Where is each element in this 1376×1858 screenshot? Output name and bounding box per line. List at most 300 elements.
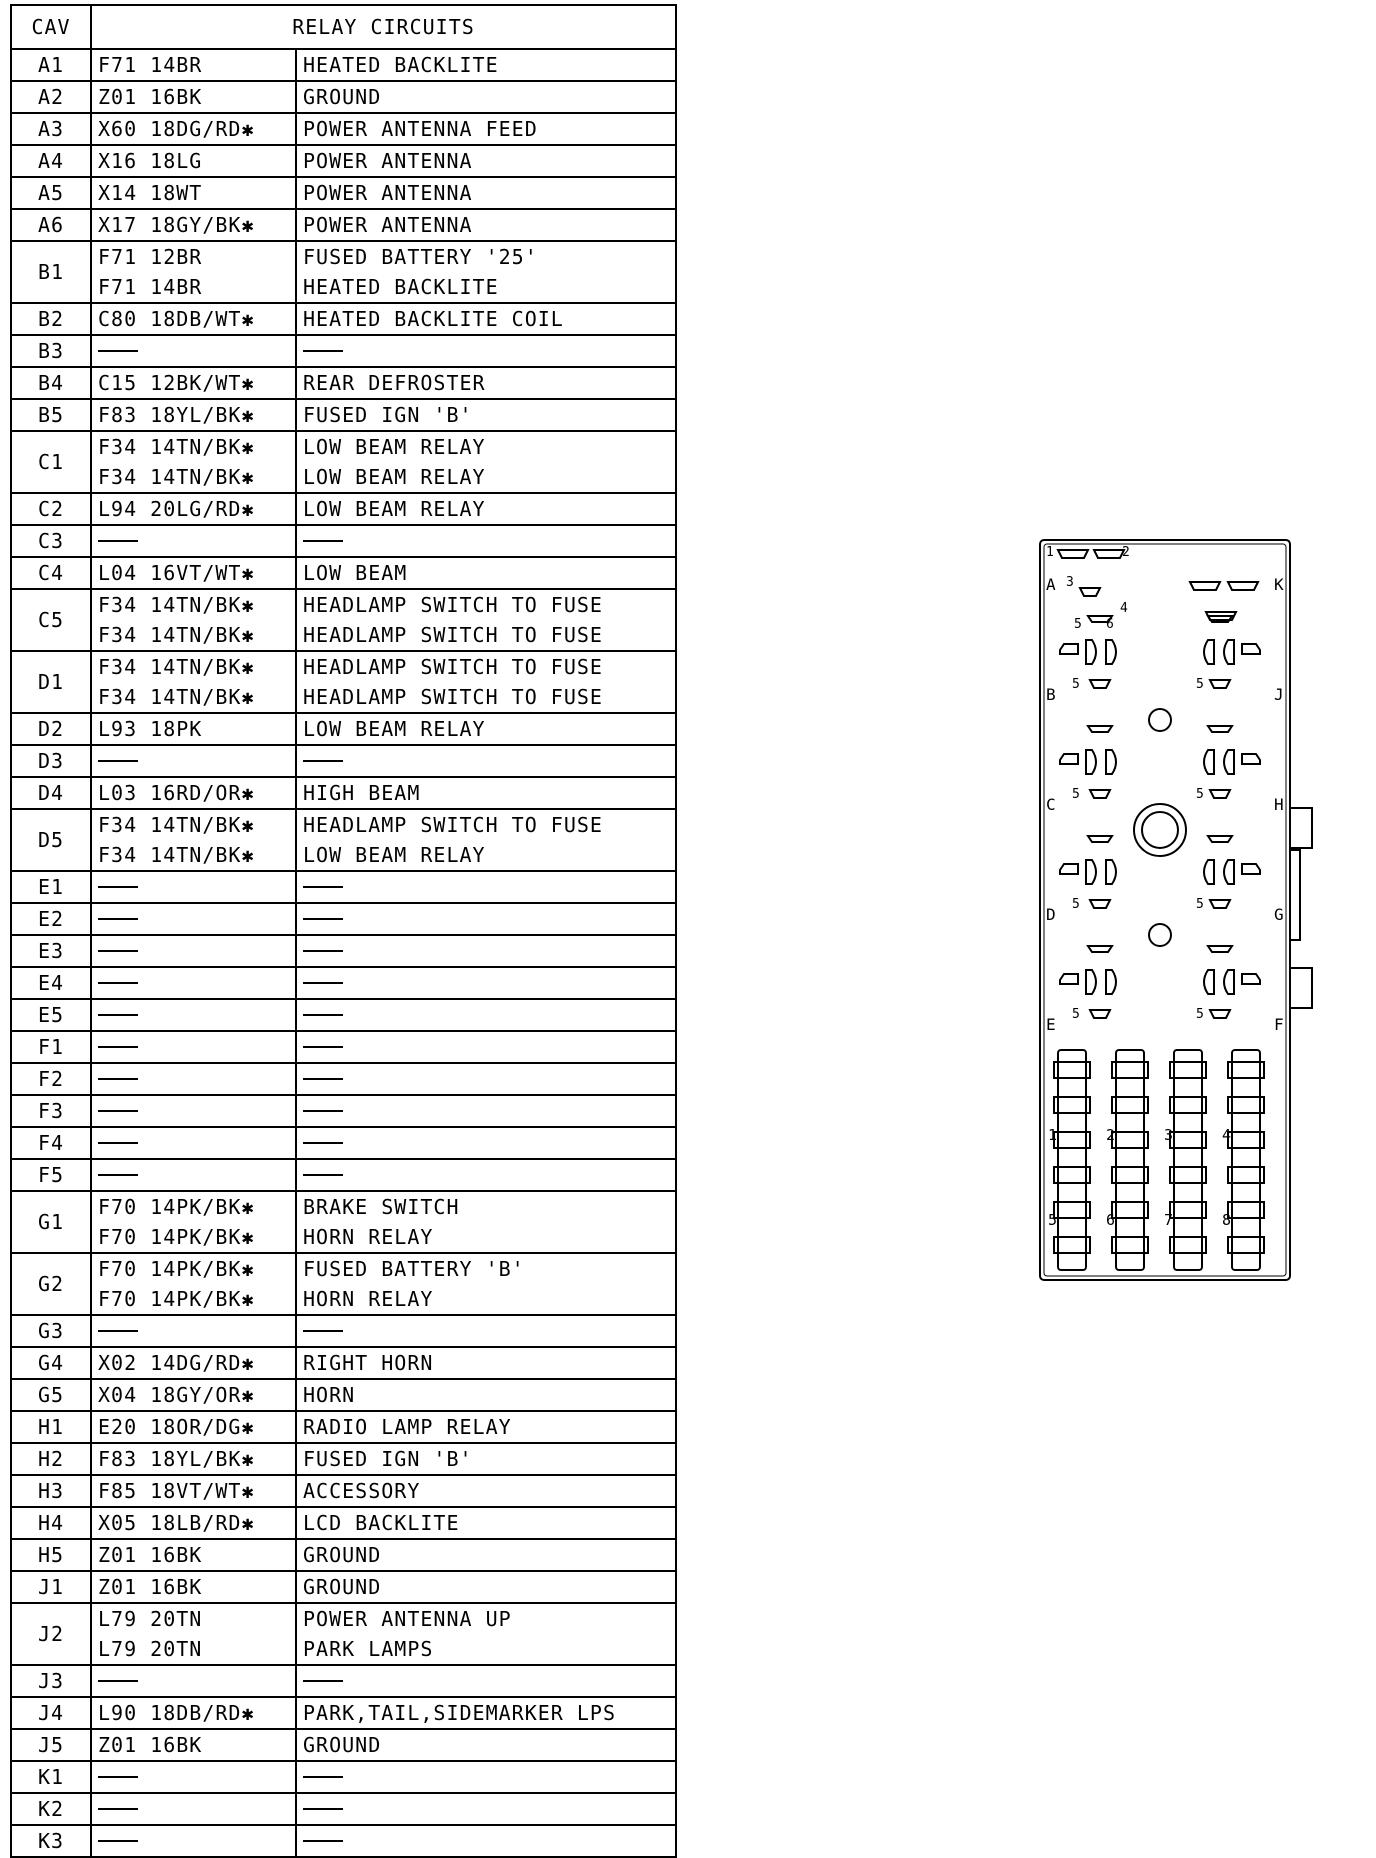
- wire-cell: [91, 1539, 296, 1571]
- cav-cell: J4: [11, 1697, 91, 1729]
- dash-mark: [98, 1174, 138, 1176]
- circuit-cell: [296, 335, 676, 367]
- empty-dash: [303, 1666, 669, 1696]
- circuit-cell: [296, 431, 676, 493]
- circuit-name: LOW BEAM: [303, 561, 408, 585]
- dash-mark: [303, 982, 343, 984]
- circuit-name: GROUND: [303, 1575, 382, 1599]
- wire-cell: [91, 1063, 296, 1095]
- row-letter-right: H: [1274, 795, 1284, 814]
- table-row: [11, 935, 676, 967]
- wire-code: L79 20TN: [98, 1607, 203, 1631]
- relay-pin-number: 5: [1196, 897, 1204, 912]
- circuit-cell: [296, 525, 676, 557]
- wire-cell: [91, 713, 296, 745]
- cav-header: CAV: [11, 5, 91, 49]
- cav-cell: K1: [11, 1761, 91, 1793]
- relay-socket: [1204, 946, 1260, 1018]
- wire-code: F83 18YL/BK✱: [98, 403, 255, 427]
- wire-cell: [91, 935, 296, 967]
- cav-cell: D4: [11, 777, 91, 809]
- cav-cell: J5: [11, 1729, 91, 1761]
- table-row: [11, 809, 676, 871]
- circuit-cell: [296, 745, 676, 777]
- wire-cell: [91, 113, 296, 145]
- dash-mark: [303, 1808, 343, 1810]
- circuit-name: LCD BACKLITE: [303, 1511, 460, 1535]
- wire-cell: [91, 777, 296, 809]
- empty-dash: [303, 746, 669, 776]
- empty-dash: [98, 1128, 289, 1158]
- table-row: [11, 1793, 676, 1825]
- cav-cell: J3: [11, 1665, 91, 1697]
- row-letter-right: F: [1274, 1015, 1284, 1034]
- terminal-slot: [1086, 640, 1096, 664]
- cav-cell: A6: [11, 209, 91, 241]
- connector-diagram: [1030, 530, 1320, 1290]
- empty-dash: [98, 936, 289, 966]
- circuit-cell: [296, 1315, 676, 1347]
- wire-cell: [91, 1603, 296, 1665]
- cav-cell: D5: [11, 809, 91, 871]
- terminal-slot: [1088, 726, 1112, 732]
- table-row: [11, 1603, 676, 1665]
- cav-cell: B2: [11, 303, 91, 335]
- table-row: [11, 49, 676, 81]
- wire-code: F83 18YL/BK✱: [98, 1447, 255, 1471]
- cav-cell: H3: [11, 1475, 91, 1507]
- dash-mark: [98, 1110, 138, 1112]
- circuit-cell: [296, 1031, 676, 1063]
- relay-pin-number: 5: [1072, 677, 1080, 692]
- cav-cell: A2: [11, 81, 91, 113]
- terminal-slot: [1106, 640, 1116, 664]
- cav-cell: C4: [11, 557, 91, 589]
- wire-cell: [91, 1411, 296, 1443]
- terminal-slot: [1190, 582, 1220, 590]
- terminal-slot: [1224, 750, 1234, 774]
- wire-code: X05 18LB/RD✱: [98, 1511, 255, 1535]
- dash-mark: [303, 1680, 343, 1682]
- circuit-name: REAR DEFROSTER: [303, 371, 486, 395]
- circuit-name: HEATED BACKLITE: [303, 275, 499, 299]
- circuit-name: RIGHT HORN: [303, 1351, 434, 1375]
- wire-code: Z01 16BK: [98, 85, 203, 109]
- terminal-slot: [1210, 790, 1230, 798]
- wire-cell: [91, 1475, 296, 1507]
- wire-code: L93 18PK: [98, 717, 203, 741]
- circuit-cell: [296, 809, 676, 871]
- wire-code: F34 14TN/BK✱: [98, 623, 255, 647]
- circuit-cell: [296, 303, 676, 335]
- dash-mark: [98, 982, 138, 984]
- wire-cell: [91, 525, 296, 557]
- wire-cell: [91, 1825, 296, 1857]
- empty-dash: [303, 1096, 669, 1126]
- relay-pin-number: 5: [1196, 677, 1204, 692]
- terminal-slot: [1210, 900, 1230, 908]
- fuse-clip: [1228, 1167, 1264, 1183]
- wire-cell: [91, 1571, 296, 1603]
- table-row: [11, 493, 676, 525]
- circuit-name: GROUND: [303, 1733, 382, 1757]
- dash-mark: [303, 1840, 343, 1842]
- cav-cell: A5: [11, 177, 91, 209]
- terminal-slot: [1204, 750, 1214, 774]
- cav-cell: F3: [11, 1095, 91, 1127]
- dash-mark: [98, 886, 138, 888]
- table-row: [11, 525, 676, 557]
- circuit-cell: [296, 49, 676, 81]
- dash-mark: [303, 886, 343, 888]
- circuit-name: HEATED BACKLITE: [303, 53, 499, 77]
- wire-code: F70 14PK/BK✱: [98, 1225, 255, 1249]
- cav-cell: B5: [11, 399, 91, 431]
- circuit-cell: [296, 145, 676, 177]
- wire-cell: [91, 49, 296, 81]
- dash-mark: [303, 350, 343, 352]
- empty-dash: [98, 1316, 289, 1346]
- table-row: [11, 1761, 676, 1793]
- table-row: [11, 1347, 676, 1379]
- cav-cell: B3: [11, 335, 91, 367]
- table-row: [11, 777, 676, 809]
- wire-code: L03 16RD/OR✱: [98, 781, 255, 805]
- table-row: [11, 1411, 676, 1443]
- empty-dash: [303, 1762, 669, 1792]
- circuit-cell: [296, 871, 676, 903]
- circuit-name: POWER ANTENNA: [303, 149, 473, 173]
- table-row: [11, 651, 676, 713]
- cav-cell: D1: [11, 651, 91, 713]
- dash-mark: [303, 918, 343, 920]
- table-row: [11, 903, 676, 935]
- cav-cell: F2: [11, 1063, 91, 1095]
- fuse-number: 1: [1048, 1126, 1058, 1144]
- circuit-cell: [296, 1379, 676, 1411]
- circuit-cell: [296, 1063, 676, 1095]
- relay-socket: [1204, 726, 1260, 798]
- circuit-cell: [296, 1191, 676, 1253]
- table-row: [11, 113, 676, 145]
- circuit-name: POWER ANTENNA: [303, 181, 473, 205]
- table-row: [11, 1095, 676, 1127]
- table-row: [11, 81, 676, 113]
- relay-circuits-table: [10, 4, 677, 1858]
- dash-mark: [98, 1046, 138, 1048]
- terminal-slot: [1090, 790, 1110, 798]
- empty-dash: [98, 1000, 289, 1030]
- empty-dash: [303, 1794, 669, 1824]
- row-letter-left: E: [1046, 1015, 1056, 1034]
- dash-mark: [98, 950, 138, 952]
- cav-cell: E4: [11, 967, 91, 999]
- cav-cell: A1: [11, 49, 91, 81]
- table-row: [11, 871, 676, 903]
- dash-mark: [98, 1142, 138, 1144]
- wire-code: E20 18OR/DG✱: [98, 1415, 255, 1439]
- cav-cell: K2: [11, 1793, 91, 1825]
- table-row: [11, 1191, 676, 1253]
- table-row: [11, 999, 676, 1031]
- circuit-name: HORN RELAY: [303, 1287, 434, 1311]
- circuit-cell: [296, 713, 676, 745]
- table-row: [11, 431, 676, 493]
- circuit-cell: [296, 1127, 676, 1159]
- circuit-cell: [296, 1793, 676, 1825]
- table-row: [11, 1507, 676, 1539]
- side-tab: [1290, 968, 1312, 1008]
- fuse-number: 2: [1106, 1126, 1116, 1144]
- circuit-name: LOW BEAM RELAY: [303, 717, 486, 741]
- relay-pin-number: 5: [1072, 1007, 1080, 1022]
- circuit-cell: [296, 903, 676, 935]
- wire-cell: [91, 809, 296, 871]
- fuse-clip: [1054, 1202, 1090, 1218]
- circuit-cell: [296, 999, 676, 1031]
- dash-mark: [98, 1078, 138, 1080]
- fuse-clip: [1170, 1167, 1206, 1183]
- circuit-name: RADIO LAMP RELAY: [303, 1415, 512, 1439]
- dash-mark: [303, 1776, 343, 1778]
- cav-cell: J2: [11, 1603, 91, 1665]
- fuse-clip: [1054, 1062, 1090, 1078]
- terminal-slot: [1204, 860, 1214, 884]
- circuit-name: LOW BEAM RELAY: [303, 465, 486, 489]
- fuse-clip: [1054, 1097, 1090, 1113]
- wire-cell: [91, 967, 296, 999]
- circuit-name: HEADLAMP SWITCH TO FUSE: [303, 655, 603, 679]
- circuit-name: HEADLAMP SWITCH TO FUSE: [303, 623, 603, 647]
- wire-cell: [91, 367, 296, 399]
- empty-dash: [98, 1794, 289, 1824]
- terminal-slot: [1106, 860, 1116, 884]
- row-letter-right: J: [1274, 685, 1284, 704]
- cav-cell: E1: [11, 871, 91, 903]
- terminal-slot: [1088, 946, 1112, 952]
- wire-code: F71 12BR: [98, 245, 203, 269]
- wire-code: F34 14TN/BK✱: [98, 435, 255, 459]
- fuse-clip: [1112, 1202, 1148, 1218]
- cav-cell: C1: [11, 431, 91, 493]
- fuse-clip: [1170, 1132, 1206, 1148]
- empty-dash: [303, 1064, 669, 1094]
- relay-socket: [1060, 836, 1116, 908]
- wire-code: X14 18WT: [98, 181, 203, 205]
- center-bolt-inner: [1142, 812, 1178, 848]
- cav-cell: C5: [11, 589, 91, 651]
- wire-code: F34 14TN/BK✱: [98, 655, 255, 679]
- fuse-number: 7: [1164, 1211, 1174, 1229]
- table-row: [11, 1825, 676, 1857]
- empty-dash: [303, 1826, 669, 1856]
- wire-code: F34 14TN/BK✱: [98, 593, 255, 617]
- table-row: [11, 1031, 676, 1063]
- fuse-clip: [1170, 1097, 1206, 1113]
- terminal-slot: [1210, 680, 1230, 688]
- terminal-slot: [1060, 864, 1078, 874]
- circuit-name: LOW BEAM RELAY: [303, 497, 486, 521]
- table-row: [11, 303, 676, 335]
- circuit-cell: [296, 1571, 676, 1603]
- cav-cell: D3: [11, 745, 91, 777]
- empty-dash: [98, 1666, 289, 1696]
- circuit-name: HEADLAMP SWITCH TO FUSE: [303, 593, 603, 617]
- table-header-row: [11, 5, 676, 49]
- dash-mark: [303, 540, 343, 542]
- wire-code: X17 18GY/BK✱: [98, 213, 255, 237]
- empty-dash: [303, 336, 669, 366]
- terminal-slot: [1106, 970, 1116, 994]
- circuit-name: HEATED BACKLITE COIL: [303, 307, 564, 331]
- circuit-cell: [296, 399, 676, 431]
- dash-mark: [98, 350, 138, 352]
- empty-dash: [303, 1160, 669, 1190]
- table-row: [11, 399, 676, 431]
- wire-cell: [91, 1761, 296, 1793]
- cav-cell: G5: [11, 1379, 91, 1411]
- relay-socket: [1204, 616, 1260, 688]
- mount-hole: [1149, 709, 1171, 731]
- empty-dash: [98, 1762, 289, 1792]
- dash-mark: [303, 1014, 343, 1016]
- relay-pin-number: 5: [1196, 787, 1204, 802]
- fuse-clip: [1112, 1062, 1148, 1078]
- terminal-slot: [1242, 864, 1260, 874]
- wire-code: F70 14PK/BK✱: [98, 1257, 255, 1281]
- wire-code: L04 16VT/WT✱: [98, 561, 255, 585]
- terminal-slot: [1106, 750, 1116, 774]
- pin-number: 1: [1046, 545, 1054, 560]
- row-letter-right: G: [1274, 905, 1284, 924]
- wire-cell: [91, 1253, 296, 1315]
- fuse-number: 8: [1222, 1211, 1232, 1229]
- circuit-cell: [296, 367, 676, 399]
- relay-socket: [1060, 946, 1116, 1018]
- wire-code: F34 14TN/BK✱: [98, 465, 255, 489]
- circuit-cell: [296, 493, 676, 525]
- circuit-cell: [296, 81, 676, 113]
- table-row: [11, 1729, 676, 1761]
- table-row: [11, 1253, 676, 1315]
- empty-dash: [303, 904, 669, 934]
- wire-code: F34 14TN/BK✱: [98, 843, 255, 867]
- circuit-cell: [296, 777, 676, 809]
- table-row: [11, 1063, 676, 1095]
- wire-cell: [91, 1443, 296, 1475]
- table-row: [11, 1665, 676, 1697]
- wire-code: L90 18DB/RD✱: [98, 1701, 255, 1725]
- terminal-slot: [1058, 550, 1088, 558]
- terminal-slot: [1224, 640, 1234, 664]
- wire-cell: [91, 1665, 296, 1697]
- empty-dash: [98, 336, 289, 366]
- terminal-slot: [1208, 946, 1232, 952]
- fuse-clip: [1170, 1202, 1206, 1218]
- empty-dash: [303, 968, 669, 998]
- table-row: [11, 1571, 676, 1603]
- circuit-name: BRAKE SWITCH: [303, 1195, 460, 1219]
- dash-mark: [98, 1014, 138, 1016]
- circuit-name: PARK,TAIL,SIDEMARKER LPS: [303, 1701, 616, 1725]
- fuse-clip: [1228, 1132, 1264, 1148]
- dash-mark: [98, 918, 138, 920]
- wire-code: Z01 16BK: [98, 1543, 203, 1567]
- connector-outline: [1030, 530, 1320, 1290]
- wire-code: F34 14TN/BK✱: [98, 813, 255, 837]
- cav-cell: E2: [11, 903, 91, 935]
- terminal-slot: [1204, 640, 1214, 664]
- wire-cell: [91, 557, 296, 589]
- wire-cell: [91, 1697, 296, 1729]
- pin-number: 6: [1106, 617, 1114, 632]
- fuse-clip: [1228, 1202, 1264, 1218]
- fuse-clip: [1054, 1237, 1090, 1253]
- relay-circuits-table-container: [10, 4, 675, 1858]
- circuit-cell: [296, 209, 676, 241]
- wire-code: F85 18VT/WT✱: [98, 1479, 255, 1503]
- empty-dash: [98, 746, 289, 776]
- wire-cell: [91, 177, 296, 209]
- circuit-name: LOW BEAM RELAY: [303, 843, 486, 867]
- empty-dash: [98, 1160, 289, 1190]
- wire-code: F70 14PK/BK✱: [98, 1287, 255, 1311]
- table-row: [11, 745, 676, 777]
- fuse-clip: [1228, 1097, 1264, 1113]
- mount-hole: [1149, 924, 1171, 946]
- terminal-slot: [1086, 750, 1096, 774]
- dash-mark: [98, 760, 138, 762]
- wire-cell: [91, 431, 296, 493]
- wire-code: C80 18DB/WT✱: [98, 307, 255, 331]
- wire-cell: [91, 1507, 296, 1539]
- relay-socket: [1060, 726, 1116, 798]
- table-row: [11, 1539, 676, 1571]
- wire-code: X02 14DG/RD✱: [98, 1351, 255, 1375]
- wire-cell: [91, 145, 296, 177]
- fuse-clip: [1228, 1062, 1264, 1078]
- fuse-clip: [1170, 1062, 1206, 1078]
- terminal-slot: [1090, 680, 1110, 688]
- wire-code: Z01 16BK: [98, 1733, 203, 1757]
- relay-pin-number: 5: [1196, 1007, 1204, 1022]
- terminal-slot: [1228, 582, 1258, 590]
- circuit-cell: [296, 1253, 676, 1315]
- circuit-cell: [296, 113, 676, 145]
- cav-cell: G1: [11, 1191, 91, 1253]
- wire-code: L94 20LG/RD✱: [98, 497, 255, 521]
- wire-cell: [91, 1191, 296, 1253]
- dash-mark: [303, 950, 343, 952]
- wire-cell: [91, 1127, 296, 1159]
- wire-cell: [91, 999, 296, 1031]
- circuit-name: ACCESSORY: [303, 1479, 421, 1503]
- dash-mark: [98, 1840, 138, 1842]
- row-letter-left: A: [1046, 575, 1056, 594]
- terminal-slot: [1210, 1010, 1230, 1018]
- empty-dash: [303, 1032, 669, 1062]
- row-letter-right: K: [1274, 575, 1284, 594]
- wire-cell: [91, 651, 296, 713]
- circuit-cell: [296, 1825, 676, 1857]
- terminal-slot: [1090, 900, 1110, 908]
- cav-cell: G2: [11, 1253, 91, 1315]
- wire-cell: [91, 1315, 296, 1347]
- wire-cell: [91, 303, 296, 335]
- table-row: [11, 1127, 676, 1159]
- wire-cell: [91, 493, 296, 525]
- circuit-cell: [296, 1347, 676, 1379]
